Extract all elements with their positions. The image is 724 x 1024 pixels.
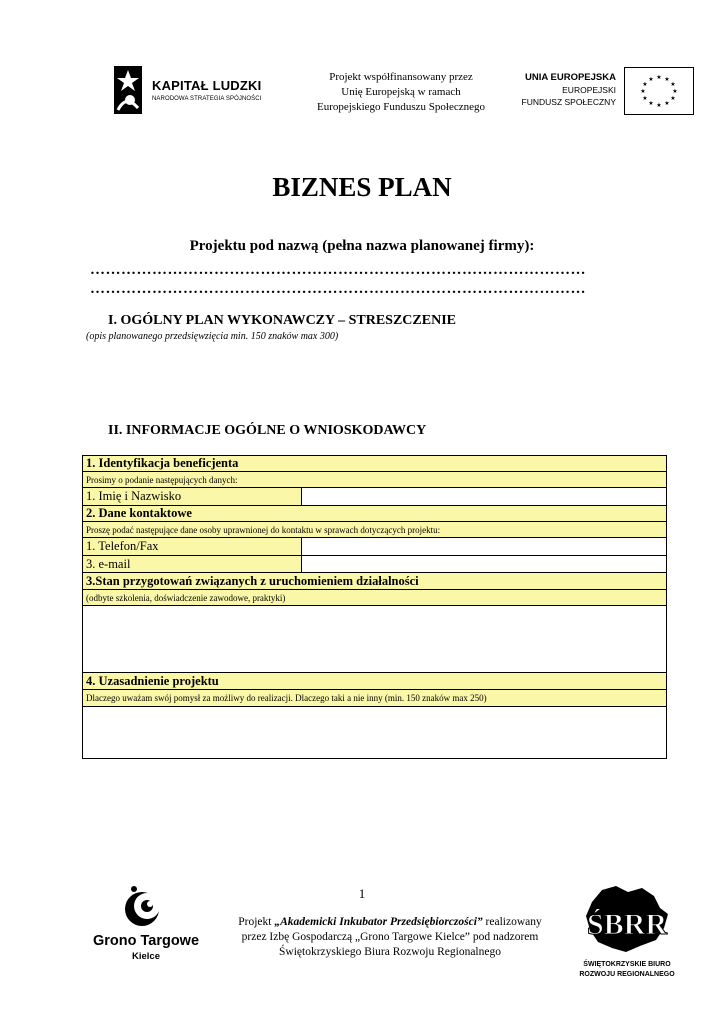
email-label: 3. e-mail — [83, 556, 302, 572]
sbrr-caption-line-1: ŚWIĘTOKRZYSKIE BIURO — [583, 961, 671, 968]
table-row — [83, 456, 666, 472]
footer-project-info — [222, 915, 558, 960]
svg-text:★: ★ — [670, 81, 676, 88]
svg-text:★: ★ — [648, 76, 654, 83]
name-field[interactable] — [302, 488, 666, 505]
section-1-heading: I. OGÓLNY PLAN WYKONAWCZY – STRESZCZENIE — [108, 313, 456, 328]
email-field[interactable] — [302, 556, 666, 572]
project-name-prompt: Projektu pod nazwą (pełna nazwa planowanej firmy): — [189, 238, 535, 254]
svg-text:★: ★ — [642, 81, 648, 88]
section-2-heading: II. INFORMACJE OGÓLNE O WNIOSKODAWCY — [108, 423, 427, 438]
kapital-ludzki-logo — [110, 64, 270, 116]
grono-targowe-name: Grono Targowe — [92, 933, 200, 949]
table-row — [83, 573, 666, 590]
svg-text:★: ★ — [642, 95, 648, 102]
kapital-ludzki-emblem-icon — [110, 64, 146, 116]
svg-text:★: ★ — [672, 88, 678, 95]
cofinancing-statement — [296, 70, 506, 115]
preparation-status-field[interactable] — [83, 606, 666, 673]
svg-text:★: ★ — [656, 102, 662, 109]
svg-text:★: ★ — [664, 100, 670, 107]
cofinancing-line-1: Projekt współfinansowany przez — [329, 71, 473, 83]
document-title: BIZNES PLAN — [272, 172, 452, 202]
contact-details-note: Proszę podać następujące dane osoby uprawnionej do kontaktu w sprawach dotyczących projektu: — [86, 524, 441, 535]
sbrr-emblem-icon — [568, 884, 686, 958]
project-name-dotted-line-1: …………………………………………………………………………………… — [90, 262, 586, 278]
table-row — [83, 590, 666, 606]
footer-line-2: przez Izbę Gospodarczą „Grono Targowe Kielce” pod nadzorem — [241, 931, 539, 943]
table-row — [83, 556, 666, 573]
preparation-status-heading: 3.Stan przygotowań związanych z uruchomieniem działalności — [86, 573, 419, 588]
table-row — [83, 522, 666, 538]
svg-text:★: ★ — [656, 74, 662, 81]
project-justification-heading: 4. Uzasadnienie projektu — [86, 673, 219, 688]
sbrr-caption — [568, 960, 686, 980]
sbrr-caption-line-2: ROZWOJU REGIONALNEGO — [579, 971, 675, 978]
project-name-dotted-line-2: …………………………………………………………………………………… — [90, 281, 586, 297]
grono-targowe-emblem-icon — [120, 885, 164, 929]
project-justification-field[interactable] — [83, 707, 666, 758]
table-row — [83, 488, 666, 506]
cofinancing-line-2: Unię Europejską w ramach — [341, 86, 461, 98]
footer-line-1 — [222, 915, 558, 930]
footer-line-1-suffix: realizowany — [482, 916, 542, 928]
footer-line-1-prefix: Projekt — [238, 916, 275, 928]
kapital-ludzki-subtitle: NARODOWA STRATEGIA SPÓJNOŚCI — [152, 96, 262, 102]
beneficiary-identification-heading: 1. Identyfikacja beneficjenta — [86, 456, 239, 470]
grono-targowe-city: Kielce — [132, 951, 160, 962]
eu-line-3: FUNDUSZ SPOŁECZNY — [521, 97, 616, 107]
eu-flag-icon — [624, 67, 694, 115]
section-1-note: (opis planowanego przedsięwzięcia min. 150 znaków max 300) — [86, 331, 339, 342]
applicant-info-table — [82, 455, 667, 759]
preparation-status-note: (odbyte szkolenia, doświadczenie zawodowe, praktyki) — [86, 592, 286, 603]
phone-fax-label: 1. Telefon/Fax — [83, 538, 302, 555]
contact-details-heading: 2. Dane kontaktowe — [86, 506, 192, 520]
svg-text:★: ★ — [640, 88, 646, 95]
table-row — [83, 538, 666, 556]
name-label: 1. Imię i Nazwisko — [83, 488, 302, 505]
phone-fax-field[interactable] — [302, 538, 666, 555]
footer-line-3: Świętokrzyskiego Biura Rozwoju Regionalnego — [279, 946, 501, 958]
eu-line-2: EUROPEJSKI — [562, 85, 616, 95]
sbrr-letters: ŚBRR — [586, 908, 668, 941]
footer-project-title: „Akademicki Inkubator Przedsiębiorczości” — [274, 916, 483, 928]
grono-targowe-logo — [84, 885, 208, 965]
eu-line-1: UNIA EUROPEJSKA — [525, 72, 616, 83]
project-justification-note: Dlaczego uważam swój pomysł za możliwy do realizacji. Dlaczego taki a nie inny (min. 150 znaków max 250) — [86, 693, 487, 703]
table-row — [83, 690, 666, 707]
table-row — [83, 472, 666, 488]
kapital-ludzki-title: KAPITAŁ LUDZKI — [152, 78, 262, 93]
page-number: 1 — [358, 886, 366, 901]
sbrr-logo — [568, 884, 686, 984]
table-row — [83, 506, 666, 522]
beneficiary-identification-note: Prosimy o podanie następujących danych: — [86, 474, 238, 485]
table-row — [83, 673, 666, 690]
eu-logo-text — [516, 72, 616, 108]
svg-text:★: ★ — [664, 76, 670, 83]
cofinancing-line-3: Europejskiego Funduszu Społecznego — [316, 101, 486, 113]
svg-text:★: ★ — [670, 95, 676, 102]
svg-text:★: ★ — [648, 100, 654, 107]
